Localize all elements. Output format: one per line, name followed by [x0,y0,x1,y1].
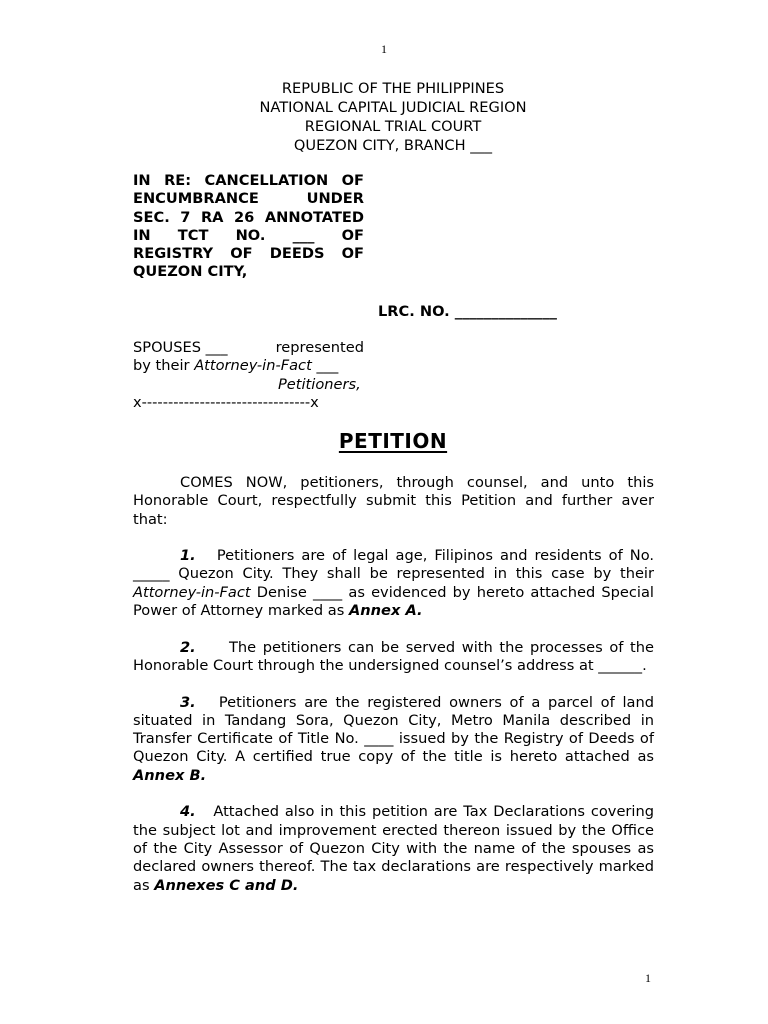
annex-reference: Annex A. [348,602,423,620]
case-caption [133,172,364,282]
annex-reference: Annexes C and D. [154,876,299,894]
petitioners-label: Petitioners, [278,375,361,393]
page-number-bottom: 1 [645,971,651,985]
paragraph-text: Denise ____ as evidenced by hereto attached Special Power of Attorney marked as [133,583,654,620]
paragraph-2 [133,639,654,676]
page-number-top: 1 [381,42,387,56]
header-branch: QUEZON CITY, BRANCH ___ [293,137,493,154]
paragraph-number: 3. [180,693,196,711]
header-region: NATIONAL CAPITAL JUDICIAL REGION [259,99,527,116]
paragraph-number: 2. [180,638,196,656]
caption-line: REGISTRY OF DEEDS OF [133,245,364,263]
caption-line: IN RE: CANCELLATION OF [133,172,364,189]
attorney-in-fact-text: Attorney-in-Fact [133,583,251,601]
petition-body [133,474,654,913]
represented-label: represented [275,339,364,356]
spouses-label: SPOUSES ___ [133,339,228,356]
court-header [133,79,653,155]
lrc-number: LRC. NO. ______________ [378,303,557,320]
paragraph-4 [133,803,654,894]
paragraph-number: 1. [180,547,196,565]
caption-line: QUEZON CITY, [133,263,248,281]
annex-reference: Annex B. [133,766,207,784]
intro-paragraph: COMES NOW, petitioners, through counsel, and unto this Honorable Court, respectfully submit this Petition and further aver that: [133,474,654,528]
spouses-line [133,339,364,357]
paragraph-text: Attached also in this petition are Tax Declarations covering the subject lot and improvement erected thereon issued by the Office of the City Assessor of Quezon City with the name of the spouses as declared owners thereof. The tax declarations are respectively marked as [133,803,654,894]
caption-line: IN TCT NO. ___ OF [133,226,364,244]
paragraph-text: Petitioners are of legal age, Filipinos and residents of No. _____ Quezon City. They shall be represented in this case by their [133,547,654,583]
parties-block [133,339,364,412]
by-their-text: by their [133,357,195,375]
caption-line: SEC. 7 RA 26 ANNOTATED [133,208,364,226]
header-republic: REPUBLIC OF THE PHILIPPINES [281,80,505,97]
caption-line: ENCUMBRANCE UNDER [133,190,364,208]
attorney-line [133,357,364,375]
attorney-in-fact-text: Attorney-in-Fact ___ [194,357,339,375]
paragraph-3 [133,694,654,785]
document-title: PETITION [338,429,448,453]
paragraph-text: The petitioners can be served with the processes of the Honorable Court through the undersigned counsel’s address at ______. [133,638,654,674]
paragraph-1 [133,547,654,620]
paragraph-text: Petitioners are the registered owners of a parcel of land situated in Tandang Sora, Quezon City, Metro Manila described in Transfer Certificate of Title No. ____ issued by the Registry of Deeds of Quezon City. A certified true copy of the title is hereto attached as [133,693,654,766]
caption-divider: x--------------------------------x [133,393,319,411]
header-court: REGIONAL TRIAL COURT [304,118,482,135]
paragraph-number: 4. [180,803,196,821]
